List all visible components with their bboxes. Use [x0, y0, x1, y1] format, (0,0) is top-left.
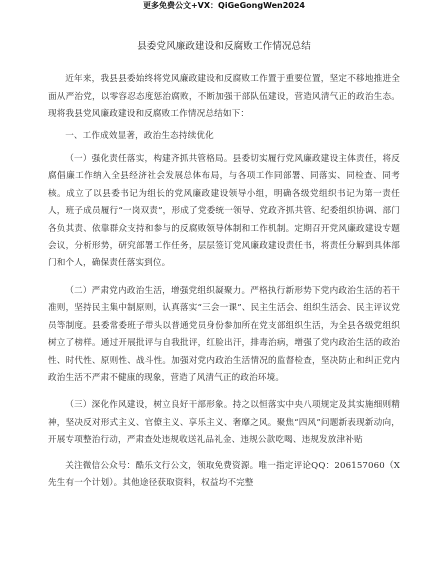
- top-banner: 更多免费公文+VX：QiGeGongWen2024: [142, 1, 305, 10]
- paragraph-gap: [48, 387, 400, 397]
- document-title: 县委党风廉政建设和反腐败工作情况总结: [137, 41, 311, 52]
- paragraph-political-life: （二）严肃党内政治生活，增强党组织凝聚力。严格执行新形势下党内政治生活的若干准则，坚持民主集中制原则，认真落实“三会一课”、民主生活会、组织生活会、民主评议党员等制度。县委常委班子带头以普通党员身份参加所在党支部组织生活，为全县各级党组织树立了榜样。通过开展批评与自我批评，红脸出汗，排毒治病，增强了党内政治生活的政治性、时代性、原则性、战斗性。加强对党内政治生活情况的监督检查，坚决防止和纠正党内政治生活不严肃不健康的现象，营造了风清气正的政治环境。: [48, 285, 400, 383]
- document-page: [48, 24, 400, 572]
- section-heading: 一、工作成效显著，政治生态持续优化: [65, 130, 214, 141]
- paragraph-gap: [48, 273, 400, 283]
- contact-notice: 关注微信公众号：酷乐文行公文，领取免费资源。唯一指定评论QQ：206157060（X 先生有一个计划）。其他途径获取资料，权益均不完整: [48, 460, 400, 488]
- paragraph-work-style: （三）深化作风建设，树立良好干部形象。持之以恒落实中央八项规定及其实施细则精神，坚决反对形式主义、官僚主义、享乐主义、奢靡之风。聚焦“四风”问题新表现新动向，开展专项整治行动，严肃查处违规收送礼品礼金、违规公款吃喝、违规发放津补贴: [48, 400, 400, 446]
- paragraph-responsibility: （一）强化责任落实，构建齐抓共管格局。县委切实履行党风廉政建设主体责任，将反腐倡廉工作纳入全县经济社会发展总体布局，与各项工作同部署、同落实、同检查、同考核。成立了以县委书记为组长的党风廉政建设领导小组，明确各级党组织书记为第一责任人，班子成员履行“一岗双责”，形成了党委统一领导、党政齐抓共管、纪委组织协调、部门各负其责、依靠群众支持和参与的反腐败领导体制和工作机制。定期召开党风廉政建设专题会议，分析形势，研究部署工作任务，层层签订党风廉政建设责任书，将责任分解到具体部门和个人，确保责任落实到位。: [48, 154, 400, 269]
- intro-paragraph: 近年来，我县县委始终将党风廉政建设和反腐败工作置于重要位置，坚定不移地推进全面从严治党，以零容忍态度惩治腐败，不断加强干部队伍建设，营造风清气正的政治生态。现将我县党风廉政建设和反腐败工作情况总结如下：: [48, 74, 400, 120]
